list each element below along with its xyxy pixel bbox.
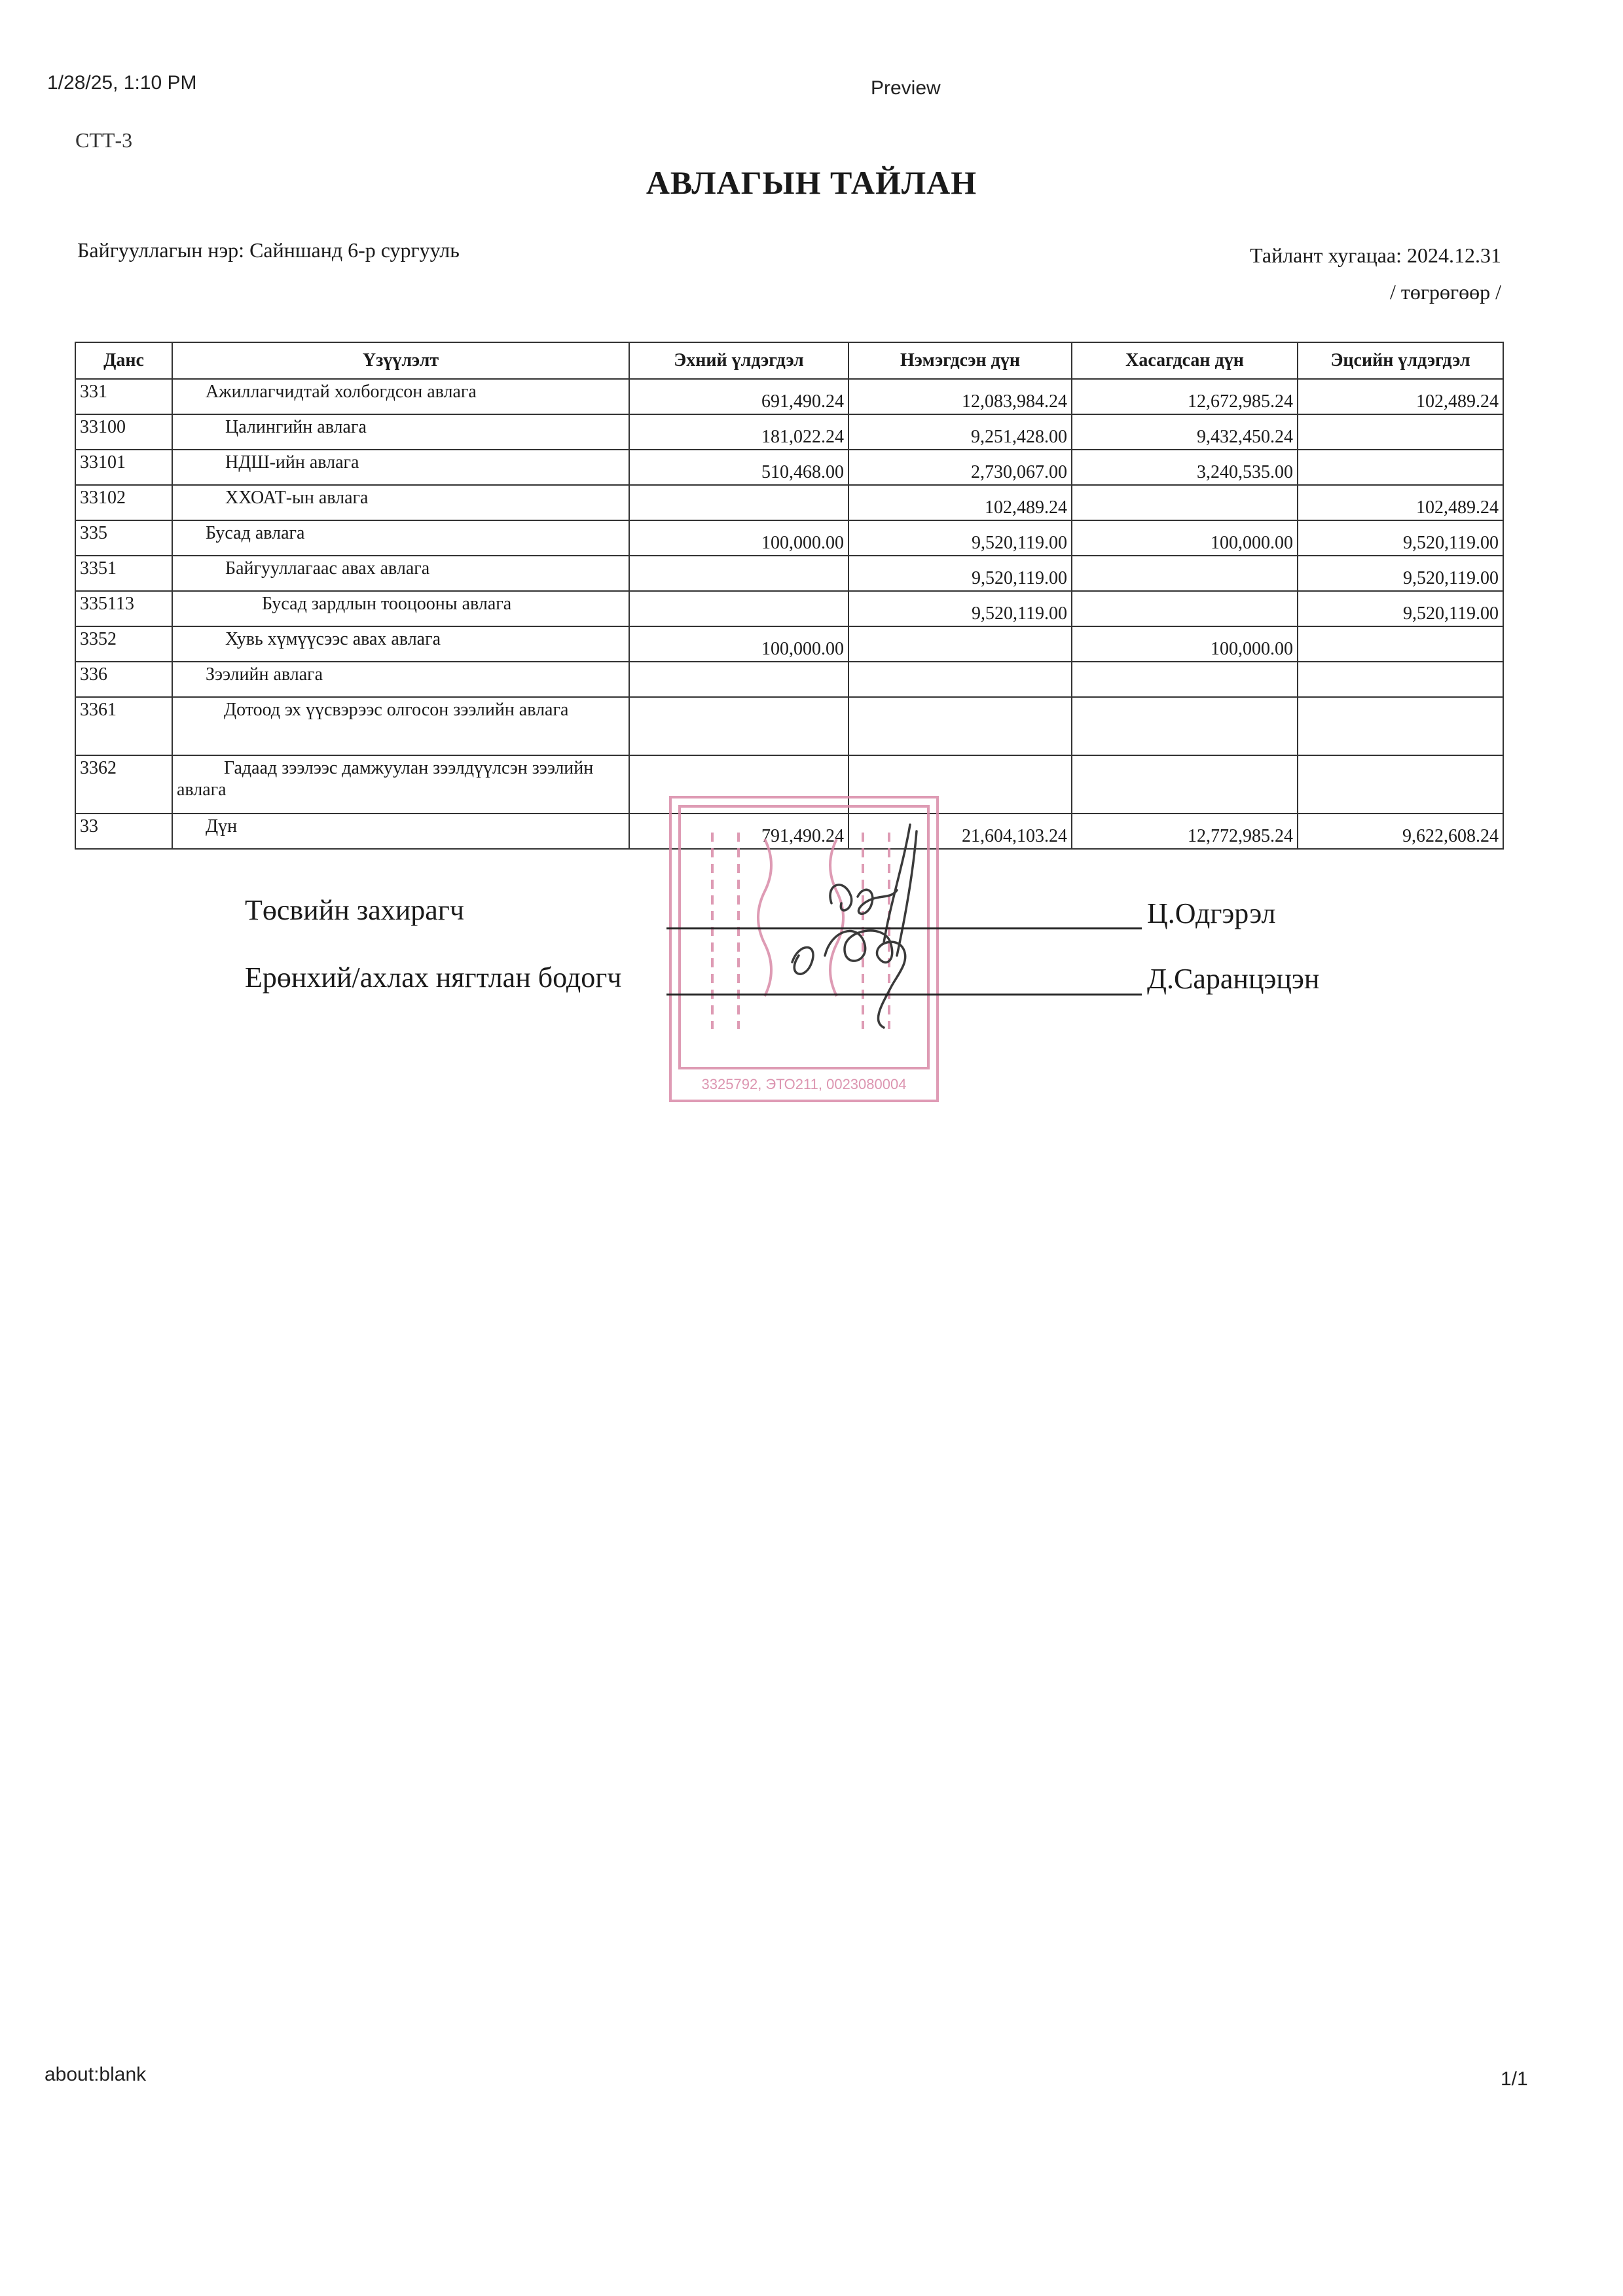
opening-balance bbox=[629, 591, 848, 626]
signer1-title: Төсвийн захирагч bbox=[245, 894, 464, 926]
account-code: 335 bbox=[75, 520, 172, 556]
handwritten-signature bbox=[753, 812, 989, 1047]
decrease-amount bbox=[1072, 556, 1298, 591]
decrease-amount bbox=[1072, 591, 1298, 626]
account-name: Байгууллагаас авах авлага bbox=[172, 556, 629, 591]
decrease-amount bbox=[1072, 755, 1298, 814]
print-title: Preview bbox=[871, 77, 941, 99]
decrease-amount bbox=[1072, 485, 1298, 520]
document-title: АВЛАГЫН ТАЙЛАН bbox=[646, 164, 977, 201]
account-name: Гадаад зээлээс дамжуулан зээлдүүлсэн зээлийн авлага bbox=[172, 755, 629, 814]
account-name: НДШ-ийн авлага bbox=[172, 450, 629, 485]
closing-balance bbox=[1298, 697, 1503, 755]
account-code: 3362 bbox=[75, 755, 172, 814]
account-name: Бусад авлага bbox=[172, 520, 629, 556]
signature-line bbox=[666, 994, 1142, 996]
account-name: Хувь хүмүүсээс авах авлага bbox=[172, 626, 629, 662]
increase-amount: 2,730,067.00 bbox=[848, 450, 1072, 485]
increase-amount bbox=[848, 662, 1072, 697]
decrease-amount bbox=[1072, 697, 1298, 755]
closing-balance bbox=[1298, 662, 1503, 697]
signer2-title: Ерөнхий/ахлах нягтлан бодогч bbox=[245, 961, 622, 994]
column-header-increase: Нэмэгдсэн дүн bbox=[848, 342, 1072, 379]
table-row bbox=[75, 591, 1503, 626]
signer1-name: Ц.Одгэрэл bbox=[1147, 897, 1276, 929]
column-header-account: Данс bbox=[75, 342, 172, 379]
table-row bbox=[75, 485, 1503, 520]
account-code: 3361 bbox=[75, 697, 172, 755]
opening-balance bbox=[629, 662, 848, 697]
signature-line bbox=[666, 927, 1142, 929]
closing-balance bbox=[1298, 755, 1503, 814]
table-row bbox=[75, 697, 1503, 755]
decrease-amount: 100,000.00 bbox=[1072, 626, 1298, 662]
closing-balance: 9,520,119.00 bbox=[1298, 556, 1503, 591]
account-code: 335113 bbox=[75, 591, 172, 626]
form-code: СТТ-3 bbox=[75, 128, 133, 152]
increase-amount bbox=[848, 697, 1072, 755]
account-name: Цалингийн авлага bbox=[172, 414, 629, 450]
increase-amount: 9,520,119.00 bbox=[848, 591, 1072, 626]
increase-amount: 9,520,119.00 bbox=[848, 556, 1072, 591]
column-header-indicator: Үзүүлэлт bbox=[172, 342, 629, 379]
account-code: 3351 bbox=[75, 556, 172, 591]
opening-balance bbox=[629, 556, 848, 591]
decrease-amount: 9,432,450.24 bbox=[1072, 414, 1298, 450]
organization-name: Байгууллагын нэр: Сайншанд 6-р сургууль bbox=[77, 238, 460, 262]
print-date: 1/28/25, 1:10 PM bbox=[47, 72, 197, 94]
table-row bbox=[75, 414, 1503, 450]
table-row bbox=[75, 556, 1503, 591]
account-code: 331 bbox=[75, 379, 172, 414]
column-header-closing-balance: Эцсийн үлдэгдэл bbox=[1298, 342, 1503, 379]
column-header-opening-balance: Эхний үлдэгдэл bbox=[629, 342, 848, 379]
decrease-amount: 100,000.00 bbox=[1072, 520, 1298, 556]
opening-balance: 510,468.00 bbox=[629, 450, 848, 485]
decrease-amount: 3,240,535.00 bbox=[1072, 450, 1298, 485]
increase-amount bbox=[848, 626, 1072, 662]
currency-unit: / төгрөгөөр / bbox=[1389, 280, 1501, 304]
column-header-decrease: Хасагдсан дүн bbox=[1072, 342, 1298, 379]
account-name: Дотоод эх үүсвэрээс олгосон зээлийн авлага bbox=[172, 697, 629, 755]
print-url: about:blank bbox=[45, 2064, 147, 2085]
table-row bbox=[75, 520, 1503, 556]
account-name: ХХОАТ-ын авлага bbox=[172, 485, 629, 520]
account-name: Бусад зардлын тооцооны авлага bbox=[172, 591, 629, 626]
account-code: 33101 bbox=[75, 450, 172, 485]
account-name: Зээлийн авлага bbox=[172, 662, 629, 697]
opening-balance: 791,490.24 bbox=[629, 814, 848, 849]
closing-balance: 9,520,119.00 bbox=[1298, 591, 1503, 626]
page-count: 1/1 bbox=[1501, 2068, 1528, 2090]
closing-balance: 9,622,608.24 bbox=[1298, 814, 1503, 849]
opening-balance: 181,022.24 bbox=[629, 414, 848, 450]
table-header-row bbox=[75, 342, 1503, 379]
decrease-amount: 12,772,985.24 bbox=[1072, 814, 1298, 849]
report-period: Тайлант хугацаа: 2024.12.31 bbox=[1250, 243, 1501, 267]
decrease-amount bbox=[1072, 662, 1298, 697]
account-code: 336 bbox=[75, 662, 172, 697]
closing-balance: 9,520,119.00 bbox=[1298, 520, 1503, 556]
closing-balance: 102,489.24 bbox=[1298, 379, 1503, 414]
signer2-name: Д.Саранцэцэн bbox=[1147, 963, 1320, 995]
closing-balance bbox=[1298, 626, 1503, 662]
increase-amount: 102,489.24 bbox=[848, 485, 1072, 520]
table-row bbox=[75, 626, 1503, 662]
decrease-amount: 12,672,985.24 bbox=[1072, 379, 1298, 414]
account-name: Ажиллагчидтай холбогдсон авлага bbox=[172, 379, 629, 414]
account-code: 33 bbox=[75, 814, 172, 849]
table-row bbox=[75, 662, 1503, 697]
increase-amount: 9,251,428.00 bbox=[848, 414, 1072, 450]
increase-amount: 21,604,103.24 bbox=[848, 814, 1072, 849]
closing-balance: 102,489.24 bbox=[1298, 485, 1503, 520]
account-code: 33100 bbox=[75, 414, 172, 450]
table-row bbox=[75, 379, 1503, 414]
opening-balance: 100,000.00 bbox=[629, 520, 848, 556]
opening-balance: 691,490.24 bbox=[629, 379, 848, 414]
account-code: 33102 bbox=[75, 485, 172, 520]
table-row bbox=[75, 450, 1503, 485]
opening-balance bbox=[629, 485, 848, 520]
opening-balance bbox=[629, 697, 848, 755]
account-name: Дүн bbox=[172, 814, 629, 849]
closing-balance bbox=[1298, 450, 1503, 485]
opening-balance: 100,000.00 bbox=[629, 626, 848, 662]
seal-number: 3325792, ЭТО211, 0023080004 bbox=[701, 1076, 907, 1092]
receivables-table bbox=[75, 342, 1504, 850]
increase-amount: 12,083,984.24 bbox=[848, 379, 1072, 414]
closing-balance bbox=[1298, 414, 1503, 450]
account-code: 3352 bbox=[75, 626, 172, 662]
increase-amount: 9,520,119.00 bbox=[848, 520, 1072, 556]
